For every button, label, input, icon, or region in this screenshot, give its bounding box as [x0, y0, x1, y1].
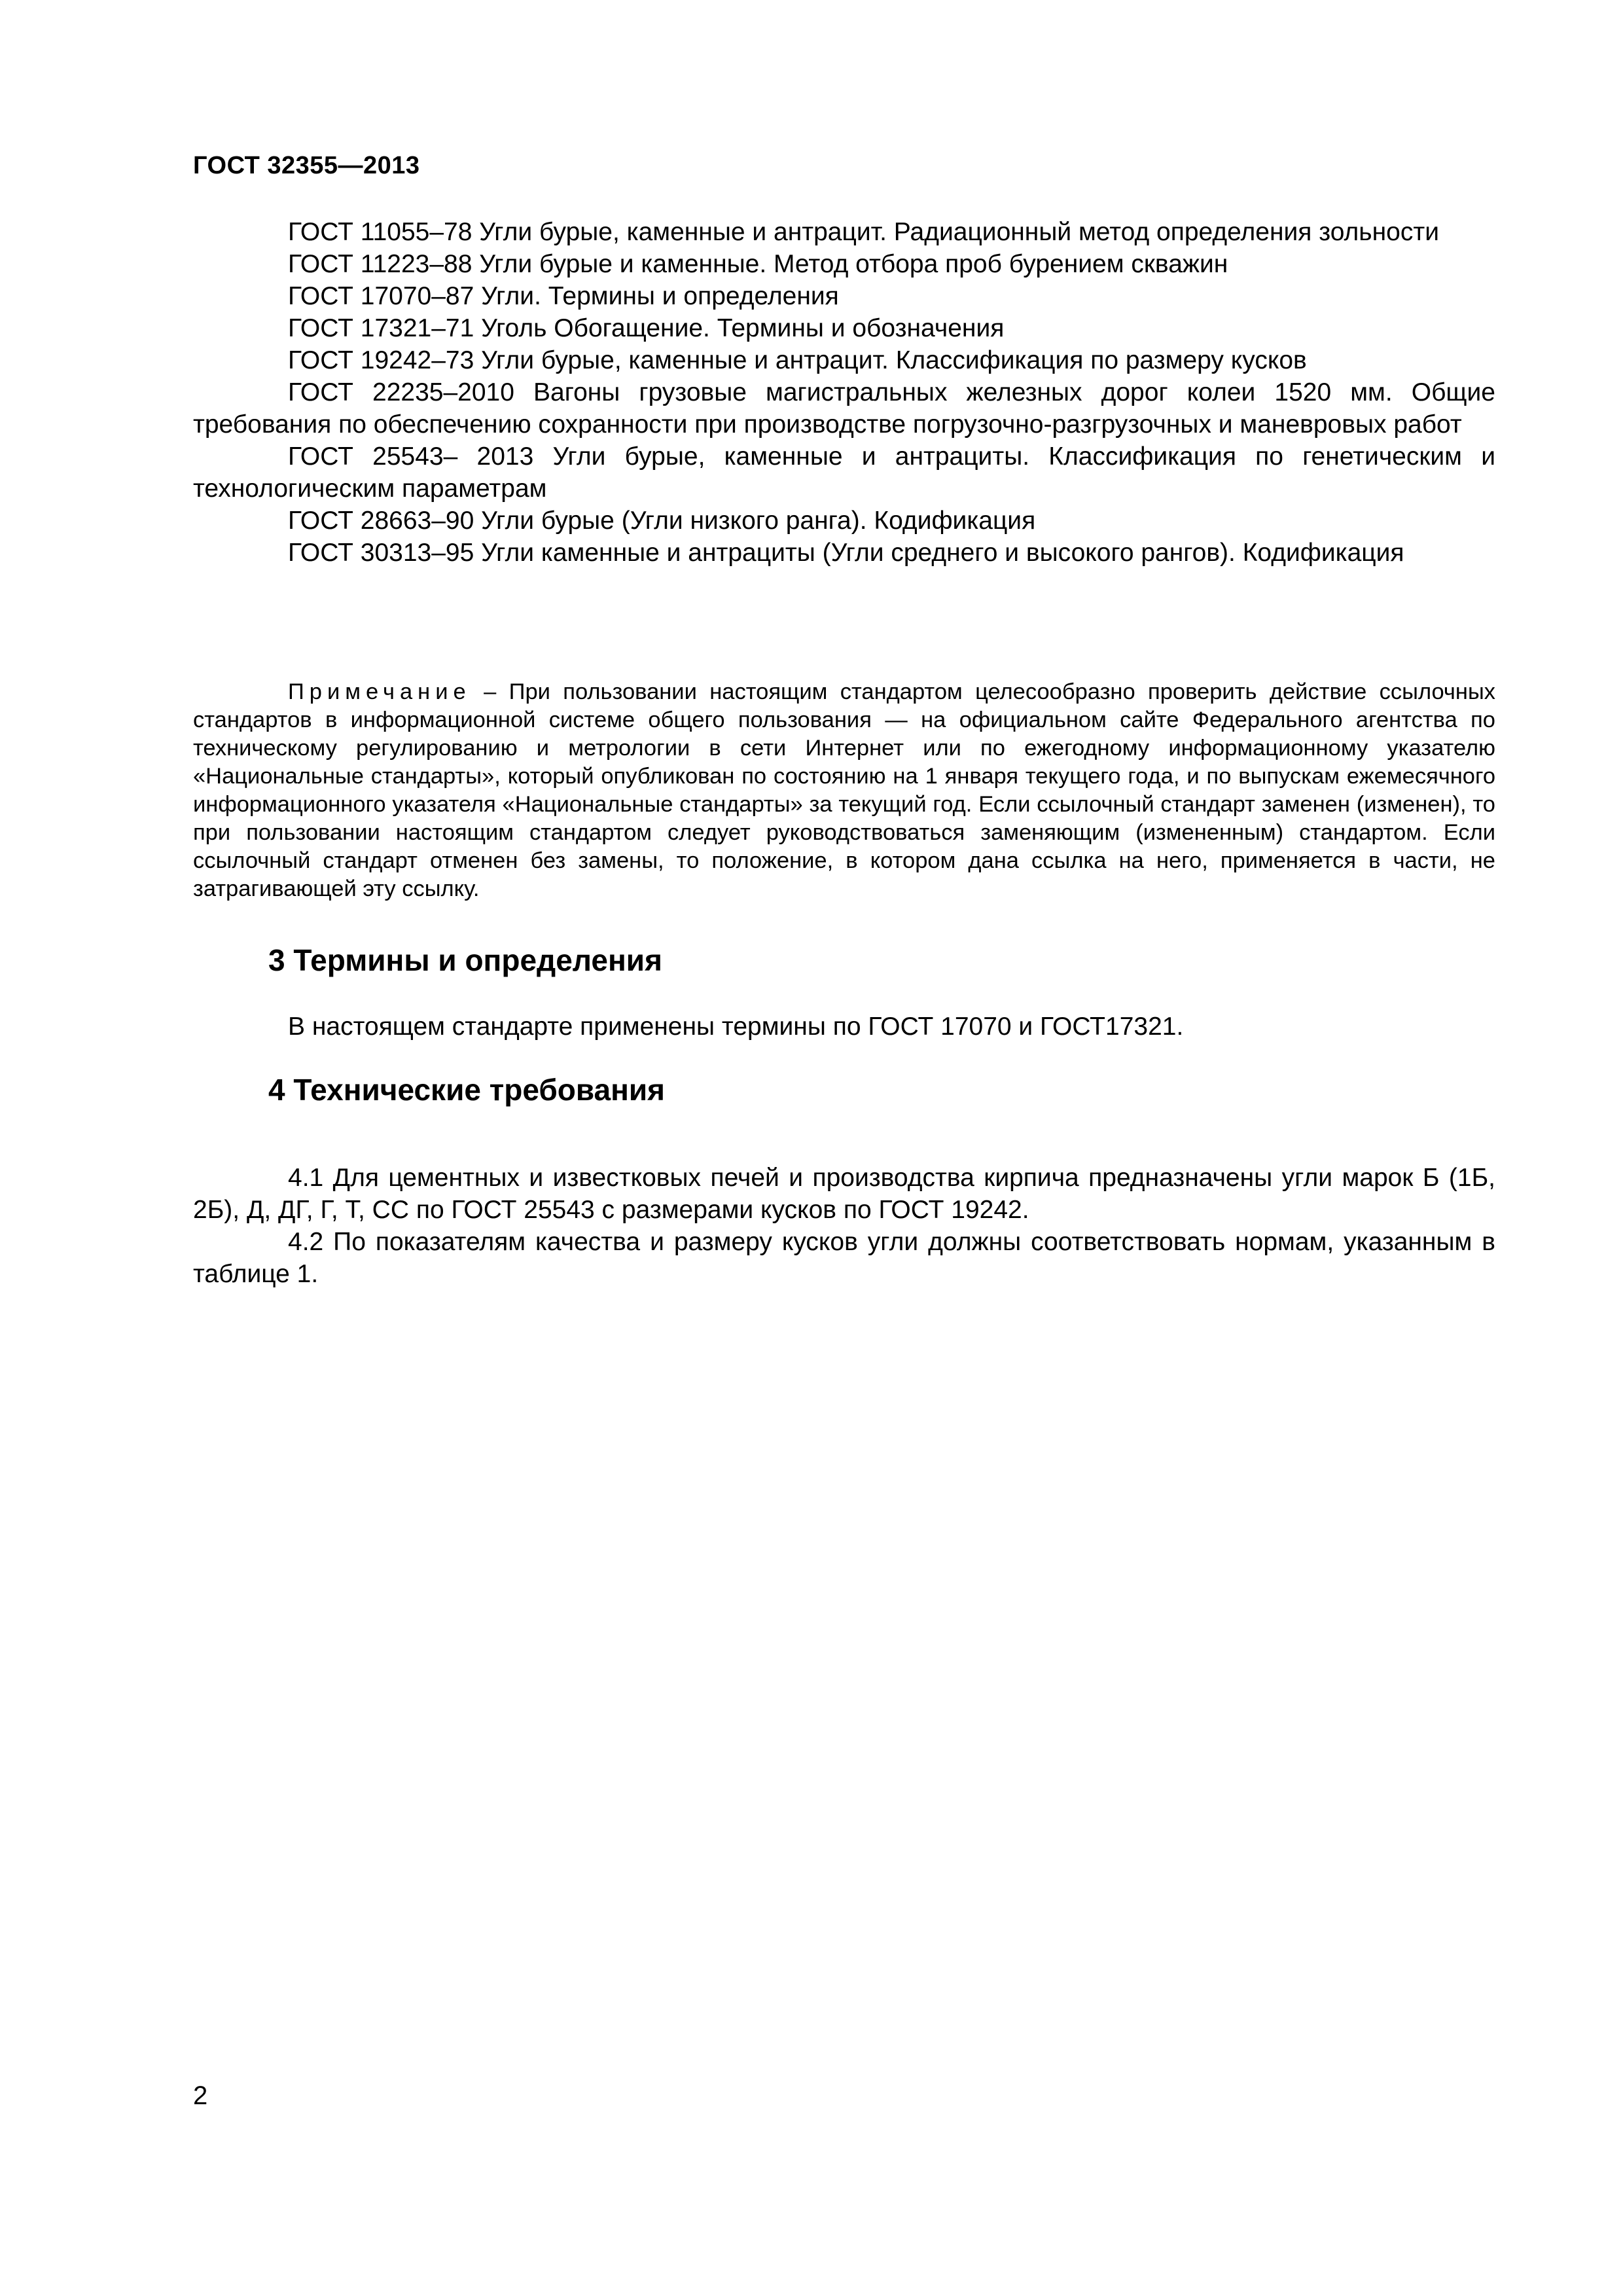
reference-item: ГОСТ 17321–71 Уголь Обогащение. Термины и обозначения	[288, 314, 1005, 342]
normative-references-list	[193, 216, 1495, 569]
reference-item: ГОСТ 17070–87 Угли. Термины и определения	[288, 282, 839, 310]
page-number: 2	[193, 2081, 208, 2110]
document-header: ГОСТ 32355—2013	[193, 152, 420, 179]
reference-item: ГОСТ 11055–78 Угли бурые, каменные и антрацит. Радиационный метод определения зольности	[288, 218, 1439, 246]
section-3-heading: 3 Термины и определения	[268, 943, 662, 977]
reference-item: ГОСТ 30313–95 Угли каменные и антрациты (Угли среднего и высокого рангов). Кодификация	[288, 539, 1404, 567]
clause-4-1: 4.1 Для цементных и известковых печей и производства кирпича предназначены угли марок Б (1Б, 2Б), Д, ДГ, Г, Т, СС по ГОСТ 25543 с размерами кусков по ГОСТ 19242.	[193, 1164, 1495, 1224]
reference-item: ГОСТ 22235–2010 Вагоны грузовые магистральных железных дорог колеи 1520 мм. Общие требования по обеспечению сохранности при производстве погрузочно-разгрузочных и маневровых работ	[193, 378, 1495, 439]
section-4-body	[193, 1162, 1495, 1290]
clause-4-2: 4.2 По показателям качества и размеру кусков угли должны соответствовать нормам, указанным в таблице 1.	[193, 1228, 1495, 1288]
section-4-heading: 4 Технические требования	[268, 1073, 665, 1107]
reference-item: ГОСТ 28663–90 Угли бурые (Угли низкого ранга). Кодификация	[288, 507, 1036, 535]
note-label: Примечание	[288, 679, 471, 704]
reference-item: ГОСТ 19242–73 Угли бурые, каменные и антрацит. Классификация по размеру кусков	[288, 346, 1307, 374]
note-text: – При пользовании настоящим стандартом целесообразно проверить действие ссылочных стандартов в информационной системе общего пользования — на официальном сайте Федерального агентства по техническому регулированию и метрологии в сети Интернет или по ежегодному информационному указателю «Национальные стандарты», который опубликован по состоянию на 1 января текущего года, и по выпускам ежемесячного информационного указателя «Национальные стандарты» за текущий год. Если ссылочный стандарт заменен (изменен), то при пользовании настоящим стандартом следует руководствоваться заменяющим (измененным) стандартом. Если ссылочный стандарт отменен без замены, то положение, в котором дана ссылка на него, применяется в части, не затрагивающей эту ссылку.	[193, 679, 1495, 901]
note-paragraph	[193, 678, 1495, 903]
reference-item: ГОСТ 25543– 2013 Угли бурые, каменные и антрациты. Классификация по генетическим и технологическим параметрам	[193, 442, 1495, 503]
section-3-text: В настоящем стандарте применены термины по ГОСТ 17070 и ГОСТ17321.	[288, 1013, 1184, 1041]
reference-item: ГОСТ 11223–88 Угли бурые и каменные. Метод отбора проб бурением скважин	[288, 250, 1228, 278]
section-3-body	[193, 1011, 1495, 1043]
